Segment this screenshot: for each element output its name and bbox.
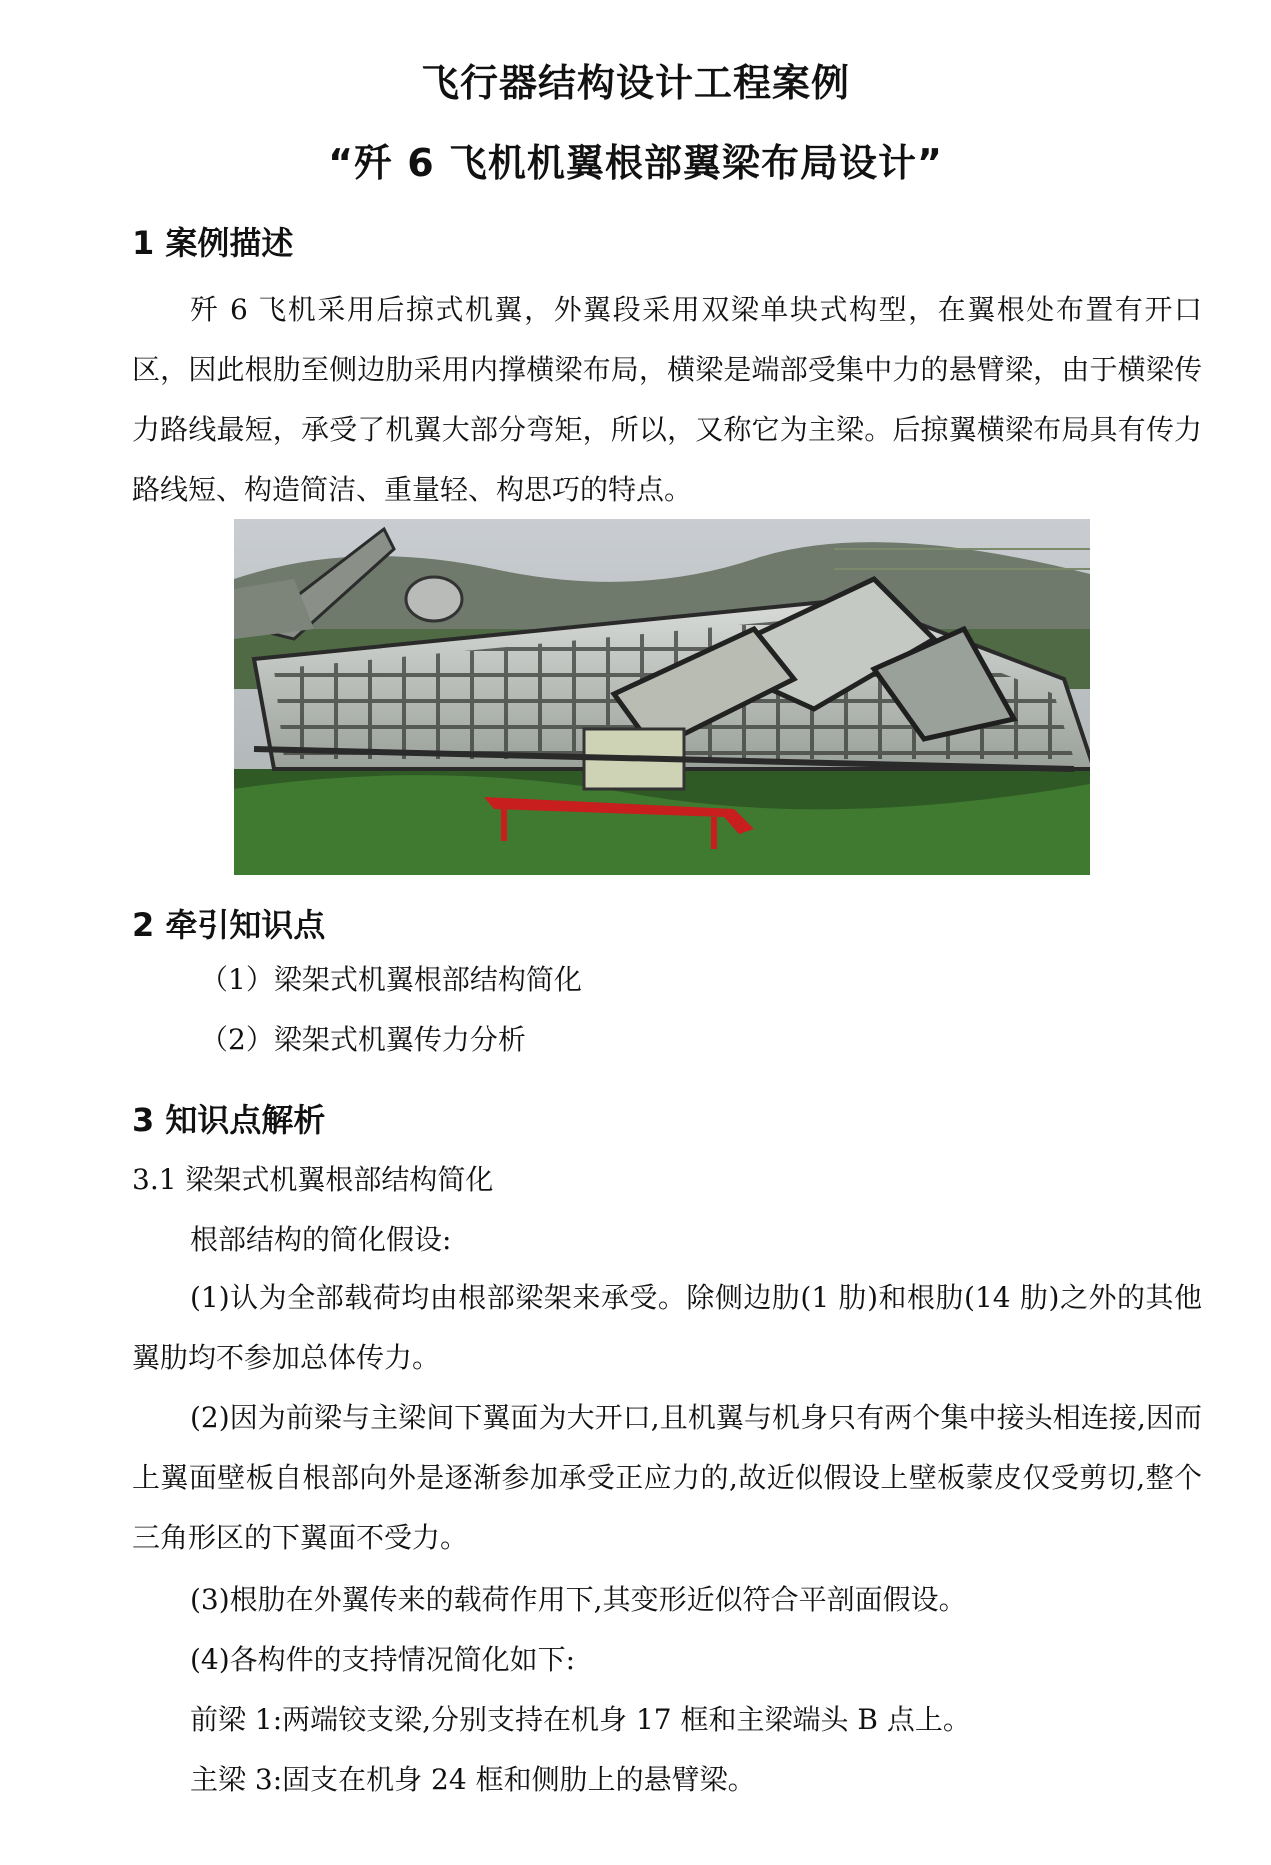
wing-structure-photo (234, 519, 1090, 875)
assumption-1: (1)认为全部载荷均由根部梁架来承受。除侧边肋(1 肋)和根肋(14 肋)之外的其他翼肋均不参加总体传力。 (132, 1281, 1202, 1374)
document-title: 飞行器结构设计工程案例 (420, 61, 850, 105)
knowledge-point-1: （1）梁架式机翼根部结构简化 (200, 963, 582, 996)
assumption-2: (2)因为前梁与主梁间下翼面为大开口,且机翼与机身只有两个集中接头相连接,因而上翼面壁板自根部向外是逐渐参加承受正应力的,故近似假设上壁板蒙皮仅受剪切,整个三角形区的下翼面不受力。 (132, 1401, 1202, 1554)
section-1-heading: 1 案例描述 (132, 224, 294, 262)
main-spar-support: 主梁 3:固支在机身 24 框和侧肋上的悬臂梁。 (190, 1763, 756, 1796)
section-3-heading: 3 知识点解析 (132, 1101, 326, 1139)
document-subtitle: “歼 6 飞机机翼根部翼梁布局设计” (328, 141, 943, 185)
assumption-3: (3)根肋在外翼传来的载荷作用下,其变形近似符合平剖面假设。 (190, 1583, 967, 1616)
assumption-4: (4)各构件的支持情况简化如下: (190, 1643, 576, 1676)
front-spar-support: 前梁 1:两端铰支梁,分别支持在机身 17 框和主梁端头 B 点上。 (190, 1703, 971, 1736)
section-1-paragraph: 歼 6 飞机采用后掠式机翼，外翼段采用双梁单块式构型，在翼根处布置有开口区，因此根肋至侧边肋采用内撑横梁布局，横梁是端部受集中力的悬臂梁，由于横梁传力路线最短，承受了机翼大部分弯矩，所以，又称它为主梁。后掠翼横梁布局具有传力路线短、构造简洁、重量轻、构思巧的特点。 (132, 293, 1202, 506)
subsection-3-1-heading: 3.1 梁架式机翼根部结构简化 (132, 1163, 494, 1196)
knowledge-point-2: （2）梁架式机翼传力分析 (200, 1023, 526, 1056)
section-2-heading: 2 牵引知识点 (132, 906, 326, 944)
assumptions-intro: 根部结构的简化假设: (190, 1223, 452, 1256)
